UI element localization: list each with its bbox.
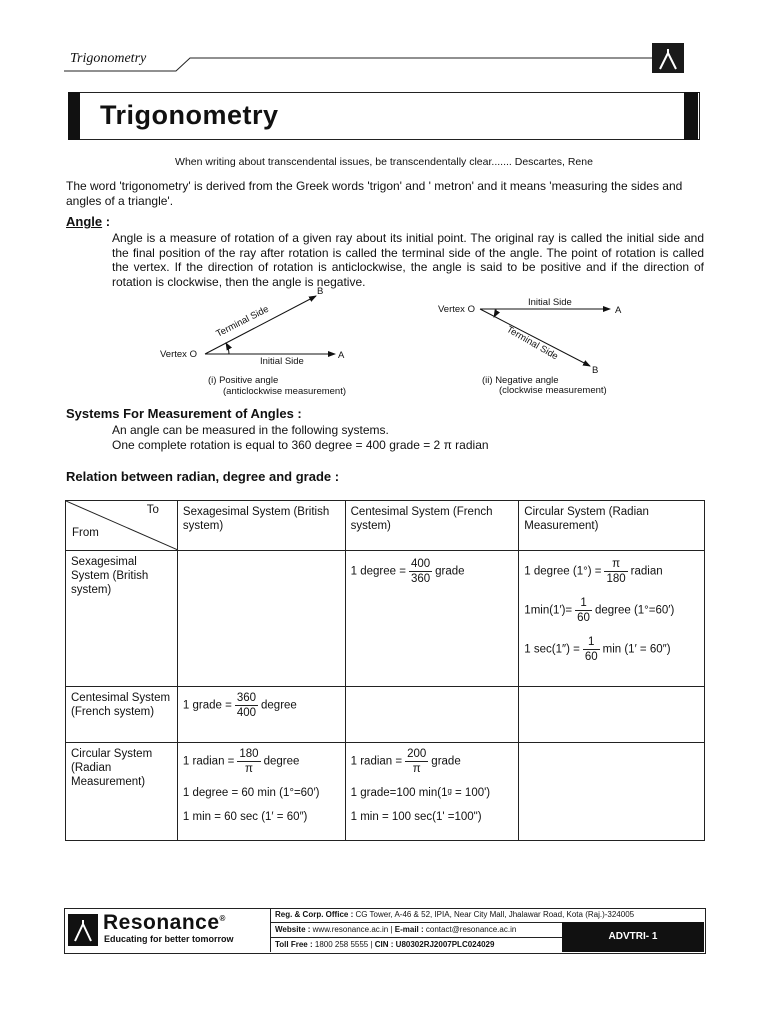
cell xyxy=(519,687,705,743)
title-bar-left xyxy=(68,92,80,140)
min-to-degree: 1min(1′)= $\frac{1}{60}$ degree (1°=60′) xyxy=(524,597,675,624)
quote: When writing about transcendental issues, be transcendentally clear....... Descartes, Rene xyxy=(175,156,593,168)
positive-angle-diagram xyxy=(160,286,346,397)
left-label-initial: Initial Side xyxy=(260,356,304,367)
table-row xyxy=(66,501,705,551)
header-logo-icon xyxy=(652,43,684,73)
right-label-b: B xyxy=(592,365,599,376)
title-bar-right xyxy=(684,92,698,140)
page-title: Trigonometry xyxy=(100,100,279,130)
footer-contact: Website : www.resonance.ac.in | E-mail : contact@resonance.ac.in xyxy=(270,923,563,938)
right-label-initial: Initial Side xyxy=(528,297,572,308)
sec-to-min: 1 sec(1″) = $\frac{1}{60}$ min (1′ = 60″) xyxy=(524,636,671,663)
degree-to-min: 1 degree = 60 min (1°=60′) xyxy=(182,787,320,799)
min-to-sec: 1 min = 60 sec (1′ = 60″) xyxy=(182,811,308,823)
relation-heading: Relation between radian, degree and grade : xyxy=(66,469,340,484)
right-label-a: A xyxy=(615,305,622,316)
angle-heading-text: Angle xyxy=(66,214,103,229)
table-row xyxy=(66,551,705,687)
grade-to-min: 1 grade=100 min(1ᵍ = 100') xyxy=(350,787,491,799)
col-header-circular: Circular System (Radian Measurement) xyxy=(519,501,705,551)
min-to-sec-grade: 1 min = 100 sec(1' =100") xyxy=(350,811,482,823)
left-caption-1: (i) Positive angle xyxy=(208,375,279,386)
systems-heading: Systems For Measurement of Angles : xyxy=(66,406,302,421)
right-caption-2: (clockwise measurement) xyxy=(499,385,607,396)
left-label-a: A xyxy=(338,350,345,361)
cell xyxy=(177,743,345,841)
table-row xyxy=(66,743,705,841)
left-label-terminal: Terminal Side xyxy=(214,303,271,340)
relation-table xyxy=(65,500,705,841)
cell xyxy=(345,551,519,687)
cell xyxy=(519,551,705,687)
col-header-centesimal: Centesimal System (French system) xyxy=(345,501,519,551)
cell xyxy=(345,687,519,743)
left-caption-2: (anticlockwise measurement) xyxy=(223,386,347,397)
corner-cell xyxy=(66,501,178,551)
footer-office: Reg. & Corp. Office : CG Tower, A-46 & 52, IPIA, Near City Mall, Jhalawar Road, Kota (Raj.)-324005 xyxy=(270,908,704,923)
radian-to-grade: 1 radian = $\frac{200}{\pi}$ grade xyxy=(350,748,461,775)
cell xyxy=(177,551,345,687)
page-code: ADVTRI- 1 xyxy=(562,922,704,952)
intro-paragraph: The word 'trigonometry' is derived from the Greek words 'trigon' and ' metron' and it means 'measuring the sides and angles of a triangle'. xyxy=(66,179,683,208)
cell xyxy=(177,687,345,743)
right-label-vertex: Vertex O xyxy=(438,304,475,315)
right-label-terminal: Terminal Side xyxy=(504,324,560,363)
footer-tagline: Educating for better tomorrow xyxy=(104,934,234,944)
angle-heading xyxy=(66,214,110,229)
corner-to: To xyxy=(146,504,159,516)
col-header-sexagesimal: Sexagesimal System (British system) xyxy=(177,501,345,551)
row-header-sexagesimal: Sexagesimal System (British system) xyxy=(66,551,178,687)
deg-to-radian: 1 degree (1°) = $\frac{\pi}{180}$ radian xyxy=(524,558,663,585)
footer-tollfree: Toll Free : 1800 258 5555 | CIN : U80302RJ2007PLC024029 xyxy=(270,938,563,952)
systems-text xyxy=(112,423,489,452)
left-label-vertex: Vertex O xyxy=(160,349,197,360)
right-caption-1: (ii) Negative angle xyxy=(482,375,559,386)
row-header-centesimal: Centesimal System (French system) xyxy=(66,687,178,743)
cell xyxy=(519,743,705,841)
systems-line-2: One complete rotation is equal to 360 degree = 400 grade = 2 π radian xyxy=(112,437,489,452)
deg-to-grade: 1 degree = $\frac{400}{360}$ grade xyxy=(350,558,465,585)
row-header-circular: Circular System (Radian Measurement) xyxy=(66,743,178,841)
left-label-b: B xyxy=(317,286,324,297)
grade-to-degree: 1 grade = $\frac{360}{400}$ degree xyxy=(182,692,297,719)
table-row xyxy=(66,687,705,743)
header-label: Trigonometry xyxy=(70,51,147,66)
negative-angle-diagram xyxy=(438,297,622,396)
corner-from: From xyxy=(72,527,99,539)
radian-to-degree: 1 radian = $\frac{180}{\pi}$ degree xyxy=(182,748,300,775)
angle-definition: Angle is a measure of rotation of a given ray about its initial point. The original ray is called the initial side and the final position of the ray after rotation is called the terminal side of the angle. The point of rotation is called the vertex. If the direction of rotation is anticlockwise, the angle is said to be positive and if the direction of rotation is clockwise, then the angle is negative. xyxy=(112,231,704,289)
angle-heading-colon: : xyxy=(102,214,111,229)
footer-logo xyxy=(66,910,264,950)
footer-brand: Resonance® xyxy=(103,911,226,934)
systems-line-1: An angle can be measured in the following systems. xyxy=(112,423,389,437)
angle-diagrams xyxy=(150,282,660,402)
cell xyxy=(345,743,519,841)
